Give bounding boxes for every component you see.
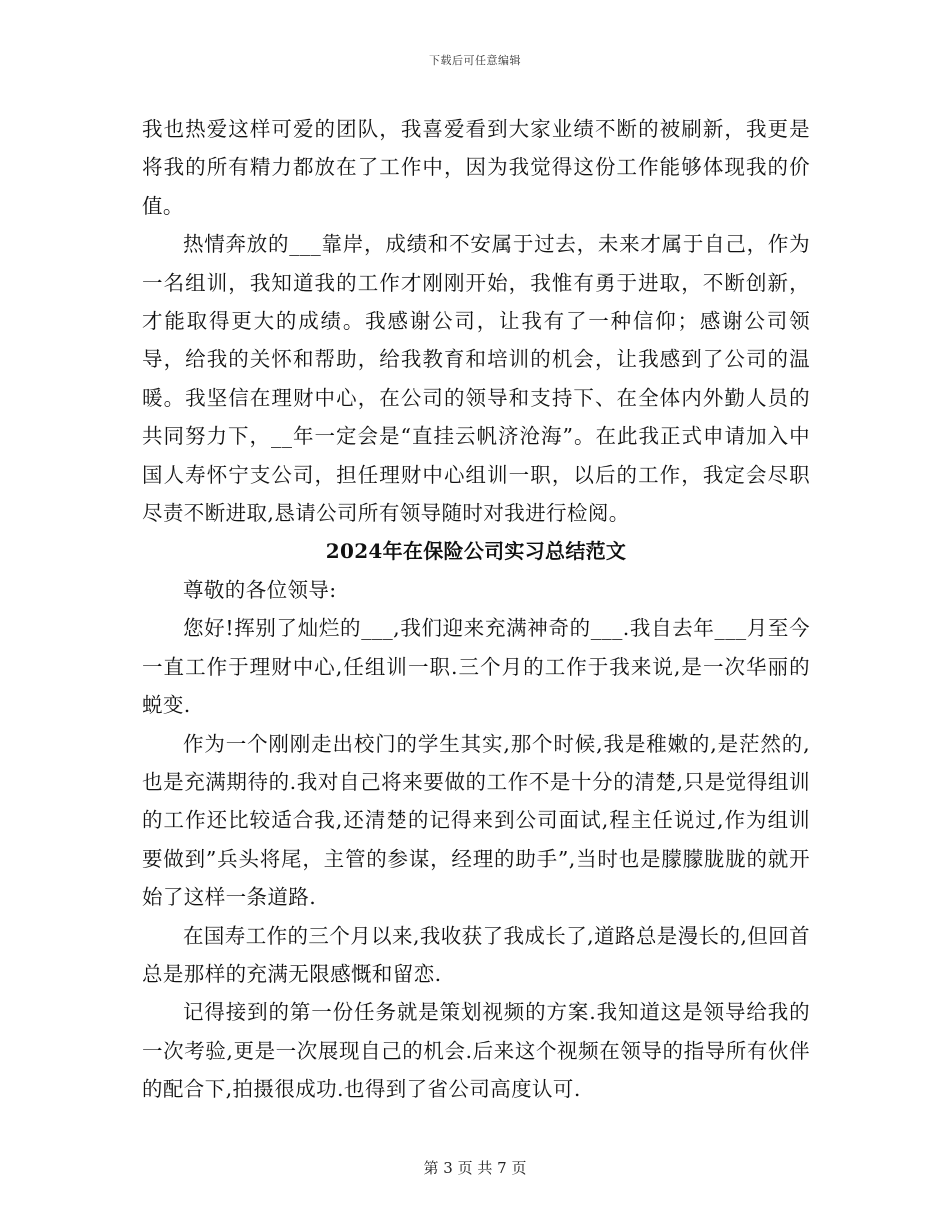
paragraph-6: 记得接到的第一份任务就是策划视频的方案.我知道这是领导给我的一次考验,更是一次展现自己的机会.后来这个视频在领导的指导所有伙伴的配合下,拍摄很成功.也得到了省公司高度认可.	[142, 1000, 810, 1102]
page-number: 第 3 页 共 7 页	[423, 1159, 527, 1177]
document-body	[142, 110, 810, 1109]
document-title: 2024年在保险公司实习总结范文	[325, 539, 627, 564]
paragraph-3: 您好!挥别了灿烂的___,我们迎来充满神奇的___.我自去年___月至今一直工作于理财中心,任组训一职.三个月的工作于我来说,是一次华丽的蜕变.	[142, 616, 810, 718]
paragraph-5: 在国寿工作的三个月以来,我收获了我成长了,道路总是漫长的,但回首总是那样的充满无限感慨和留恋.	[142, 923, 810, 986]
salutation: 尊敬的各位领导:	[183, 577, 337, 602]
page-header: 下载后可任意编辑	[429, 54, 521, 67]
paragraph-1: 我也热爱这样可爱的团队，我喜爱看到大家业绩不断的被刷新，我更是将我的所有精力都放在了工作中，因为我觉得这份工作能够体现我的价值。	[142, 117, 810, 218]
paragraph-2: 热情奔放的___靠岸，成绩和不安属于过去，未来才属于自己，作为一名组训，我知道我的工作才刚刚开始，我惟有勇于进取，不断创新，才能取得更大的成绩。我感谢公司，让我有了一种信仰；感谢公司领导，给我的关怀和帮助，给我教育和培训的机会，让我感到了公司的温暖。我坚信在理财中心，在公司的领导和支持下、在全体内外勤人员的共同努力下，__年一定会是“直挂云帆济沧海”。在此我正式申请加入中国人寿怀宁支公司，担任理财中心组训一职，以后的工作，我定会尽职尽责不断进取,恳请公司所有领导随时对我进行检阅。	[142, 232, 810, 526]
paragraph-4: 作为一个刚刚走出校门的学生其实,那个时候,我是稚嫩的,是茫然的,也是充满期待的.我对自己将来要做的工作不是十分的清楚,只是觉得组训的工作还比较适合我,还清楚的记得来到公司面试,程主任说过,作为组训要做到”兵头将尾，主管的参谋，经理的助手”,当时也是朦朦胧胧的就开始了这样一条道路.	[142, 731, 810, 910]
